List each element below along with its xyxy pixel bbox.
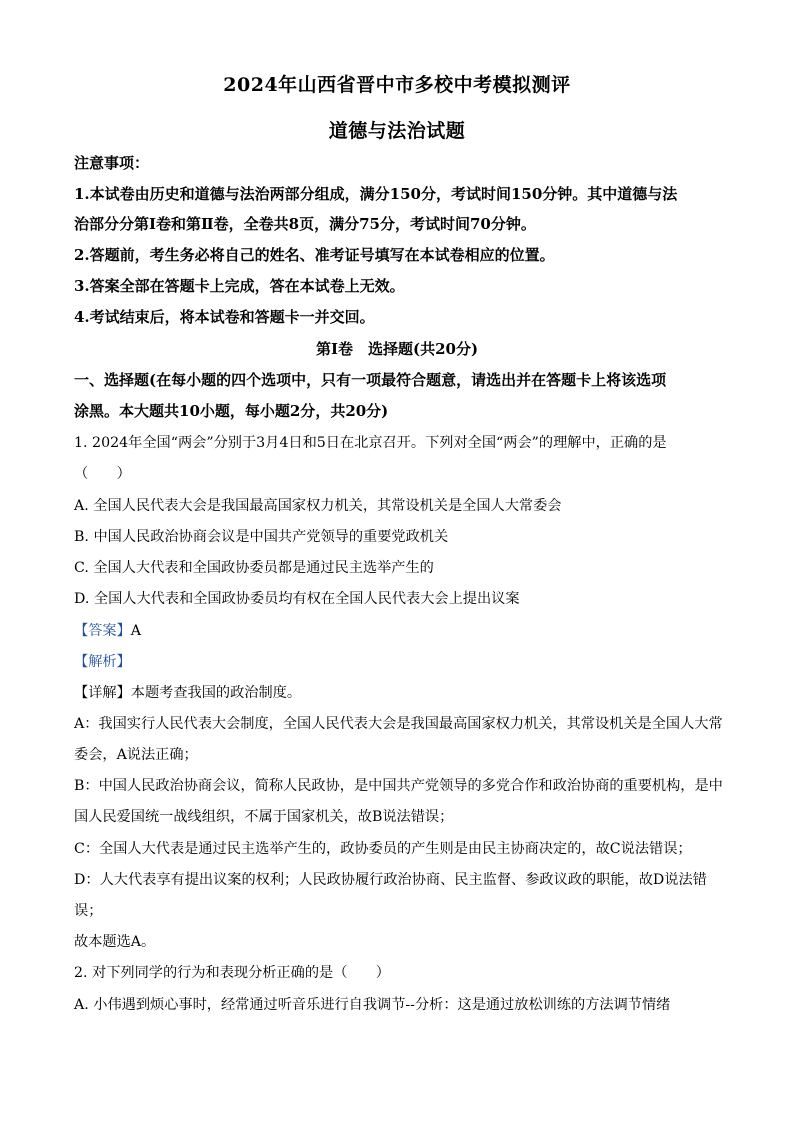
notice-heading: 注意事项：: [74, 154, 150, 172]
q1-option-d: D. 全国人大代表和全国政协委员均有权在全国人民代表大会上提出议案: [74, 591, 520, 607]
detail-tag: 【详解】: [74, 685, 131, 701]
answer-tag: 【答案】: [74, 623, 131, 639]
analysis-tag: 【解析】: [74, 654, 131, 670]
q2-stem: 2. 对下列同学的行为和表现分析正确的是（ ）: [74, 965, 390, 981]
q1-stem-line2: （ ）: [74, 466, 131, 482]
notice-item-4: 4.考试结束后，将本试卷和答题卡一并交回。: [74, 308, 375, 326]
q1-explanation-d1: D：人大代表享有提出议案的权利；人民政协履行政治协商、民主监督、参政议政的职能，故D说法错: [74, 872, 707, 888]
notice-item-1a: 1.本试卷由历史和道德与法治两部分组成，满分150分，考试时间150分钟。其中道德与法: [74, 185, 678, 203]
section-instruction-2: 涂黑。本大题共10小题，每小题2分，共20分): [74, 402, 389, 420]
q1-detail: [74, 682, 301, 702]
q1-explanation-b2: 国人民爱国统一战线组织，不属于国家机关，故B说法错误；: [74, 809, 454, 825]
q1-analysis: [74, 651, 131, 671]
q1-option-a: A. 全国人民代表大会是我国最高国家权力机关，其常设机关是全国人大常委会: [74, 498, 562, 514]
page-subtitle: 道德与法治试题: [328, 120, 466, 142]
section-title: 第Ⅰ卷 选择题(共20分): [315, 340, 479, 358]
q1-explanation-a1: A：我国实行人民代表大会制度，全国人民代表大会是我国最高国家权力机关，其常设机关是全国人大常: [74, 716, 723, 732]
notice-item-2: 2.答题前，考生务必将自己的姓名、准考证号填写在本试卷相应的位置。: [74, 246, 555, 264]
q1-explanation-c: C：全国人大代表是通过民主选举产生的，政协委员的产生则是由民主协商决定的，故C说法错误；: [74, 841, 692, 857]
q1-option-b: B. 中国人民政治协商会议是中国共产党领导的重要党政机关: [74, 529, 449, 545]
notice-item-3: 3.答案全部在答题卡上完成，答在本试卷上无效。: [74, 277, 405, 295]
page-title: 2024年山西省晋中市多校中考模拟测评: [223, 74, 571, 96]
q1-explanation-b1: B：中国人民政治协商会议，简称人民政协，是中国共产党领导的多党合作和政治协商的重要机构，是中: [74, 778, 723, 794]
q1-explanation-d2: 误；: [74, 903, 103, 919]
answer-value: A: [130, 623, 142, 639]
notice-item-1b: 治部分分第Ⅰ卷和第Ⅱ卷，全卷共8页，满分75分，考试时间70分钟。: [74, 215, 536, 233]
q1-stem-line1: 1. 2024年全国“两会”分别于3月4日和5日在北京召开。下列对全国“两会”的理解中，正确的是: [74, 435, 667, 451]
q1-option-c: C. 全国人大代表和全国政协委员都是通过民主选举产生的: [74, 560, 434, 576]
q1-explanation-a2: 委会，A说法正确；: [74, 747, 198, 763]
detail-intro: 本题考查我国的政治制度。: [130, 685, 302, 701]
q1-answer: [74, 620, 141, 640]
section-instruction-1: 一、选择题(在每小题的四个选项中，只有一项最符合题意，请选出并在答题卡上将该选项: [74, 371, 667, 389]
q2-option-a: A. 小伟遇到烦心事时，经常通过听音乐进行自我调节--分析：这是通过放松训练的方法调节情绪: [74, 997, 671, 1013]
q1-conclusion: 故本题选A。: [74, 934, 156, 950]
